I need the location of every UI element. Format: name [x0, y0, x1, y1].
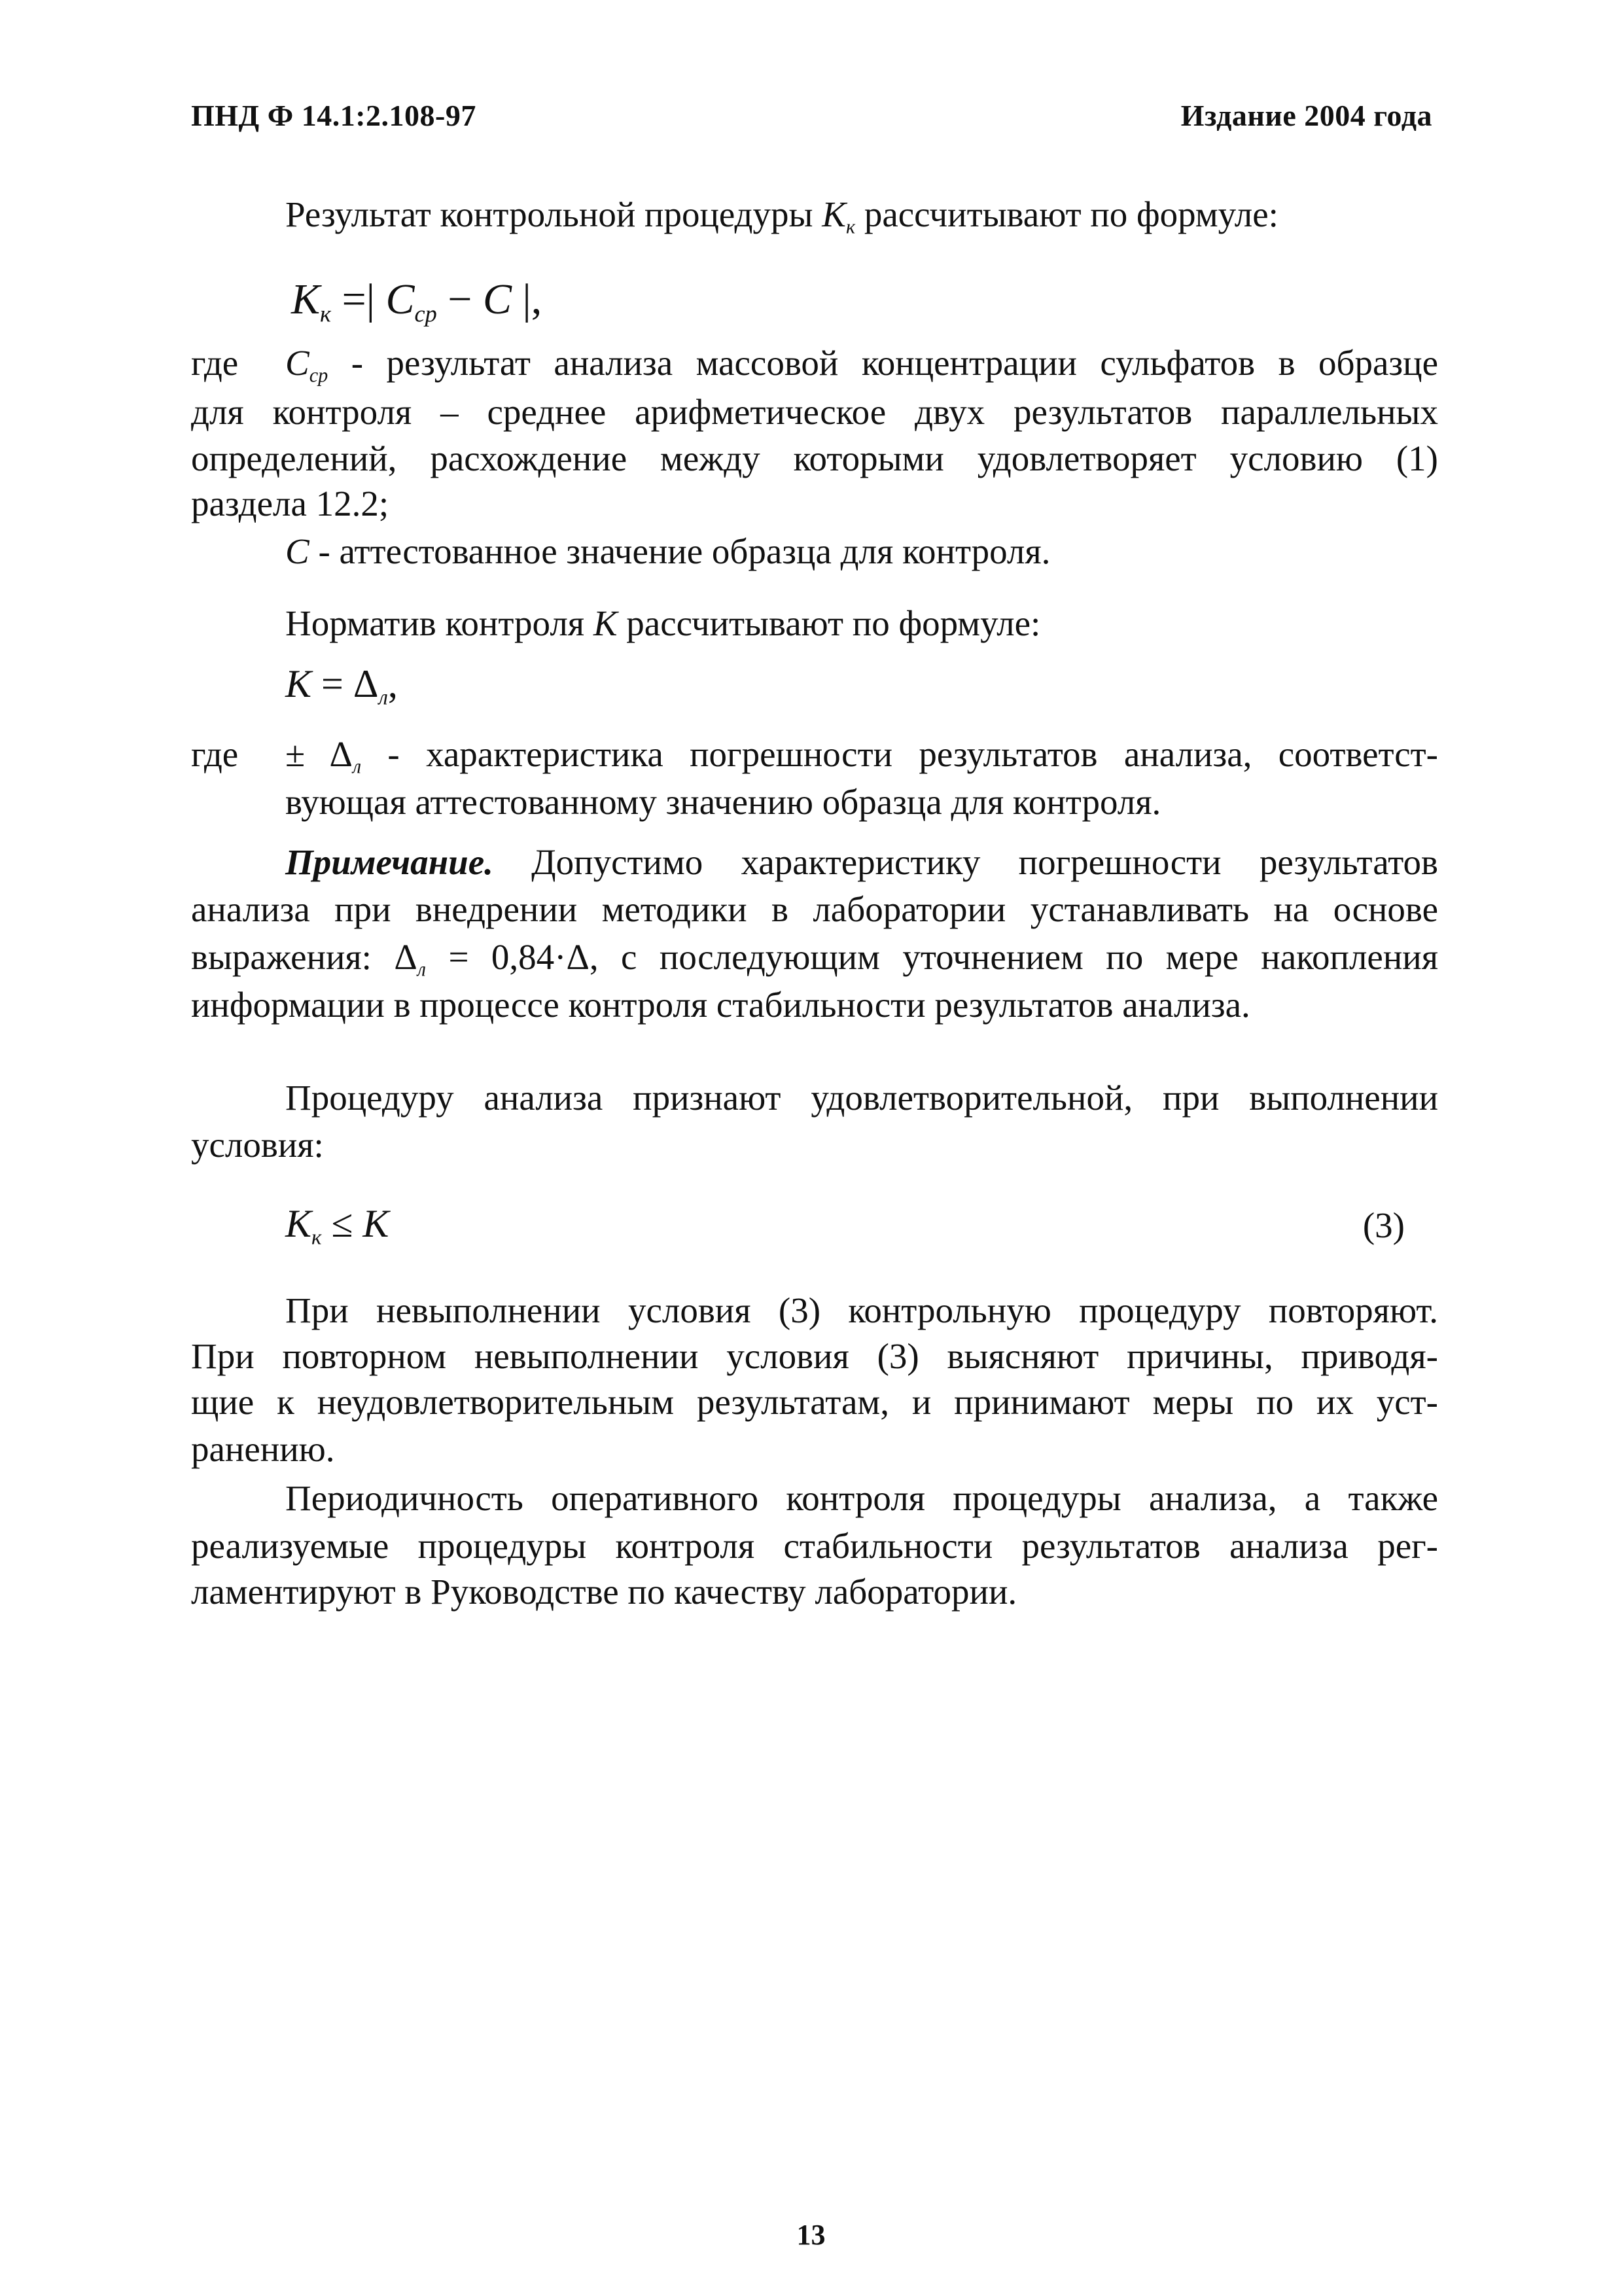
- edition-label: Издание 2004 года: [1180, 99, 1432, 132]
- paragraph-line: щие к неудовлетворительным результатам, и принимают меры по их уст-: [191, 1382, 1438, 1422]
- formula-kk: $K_к$ =| $C_{ср} - C$ |,: [291, 275, 542, 327]
- paragraph-line: условия:: [191, 1125, 324, 1165]
- paragraph-satisfactory-condition: Процедуру анализа признают удовлетворительной, при выполнении: [285, 1078, 1438, 1118]
- document-code: ПНД Ф 14.1:2.108-97: [191, 99, 476, 132]
- formula-condition-3: $K_к \le K$: [285, 1202, 389, 1250]
- paragraph-result-formula-intro: Результат контрольной процедуры $K_к$ рассчитывают по формуле:: [285, 194, 1278, 238]
- paragraph-line: ламентируют в Руководстве по качеству лаборатории.: [191, 1572, 1017, 1612]
- where-line: раздела 12.2;: [191, 484, 389, 523]
- where-line: вующая аттестованному значению образца для контроля.: [285, 782, 1161, 822]
- where-c-definition: C - аттестованное значение образца для контроля.: [285, 531, 1051, 571]
- formula-k: $K = \Delta_л$,: [285, 662, 398, 710]
- where-line: для контроля – среднее арифметическое двух результатов параллельных: [191, 392, 1438, 432]
- where-line: определений, расхождение между которыми удовлетворяет условию (1): [191, 438, 1438, 478]
- paragraph-repeat-procedure: При невыполнении условия (3) контрольную процедуру повторяют.: [285, 1290, 1438, 1330]
- note-line: выражения: $\Delta_л = 0,84\cdot\Delta$, с последующим уточнением по мере накопления: [191, 937, 1438, 981]
- paragraph-line: ранению.: [191, 1429, 335, 1469]
- page-number: 13: [796, 2219, 826, 2251]
- note-line: анализа при внедрении методики в лаборатории устанавливать на основе: [191, 889, 1438, 929]
- paragraph-norm-intro: Норматив контроля K рассчитывают по формуле:: [285, 603, 1041, 643]
- where-delta-definition: ± $\Delta_л$ - характеристика погрешности результатов анализа, соответст-: [285, 734, 1438, 778]
- note-line: информации в процессе контроля стабильности результатов анализа.: [191, 985, 1250, 1025]
- where-label: где: [191, 734, 239, 774]
- equation-number: (3): [1362, 1205, 1405, 1245]
- where-cср-definition: $C_{ср}$ - результат анализа массовой концентрации сульфатов в образце: [285, 343, 1438, 387]
- paragraph-line: При повторном невыполнении условия (3) выясняют причины, приводя-: [191, 1336, 1438, 1376]
- note-label: Примечание.: [285, 842, 493, 882]
- note-paragraph: Примечание. Допустимо характеристику погрешности результатов: [285, 842, 1438, 882]
- paragraph-periodicity: Периодичность оперативного контроля процедуры анализа, а также: [285, 1478, 1438, 1518]
- paragraph-line: реализуемые процедуры контроля стабильности результатов анализа рег-: [191, 1526, 1438, 1566]
- where-label: где: [191, 343, 239, 383]
